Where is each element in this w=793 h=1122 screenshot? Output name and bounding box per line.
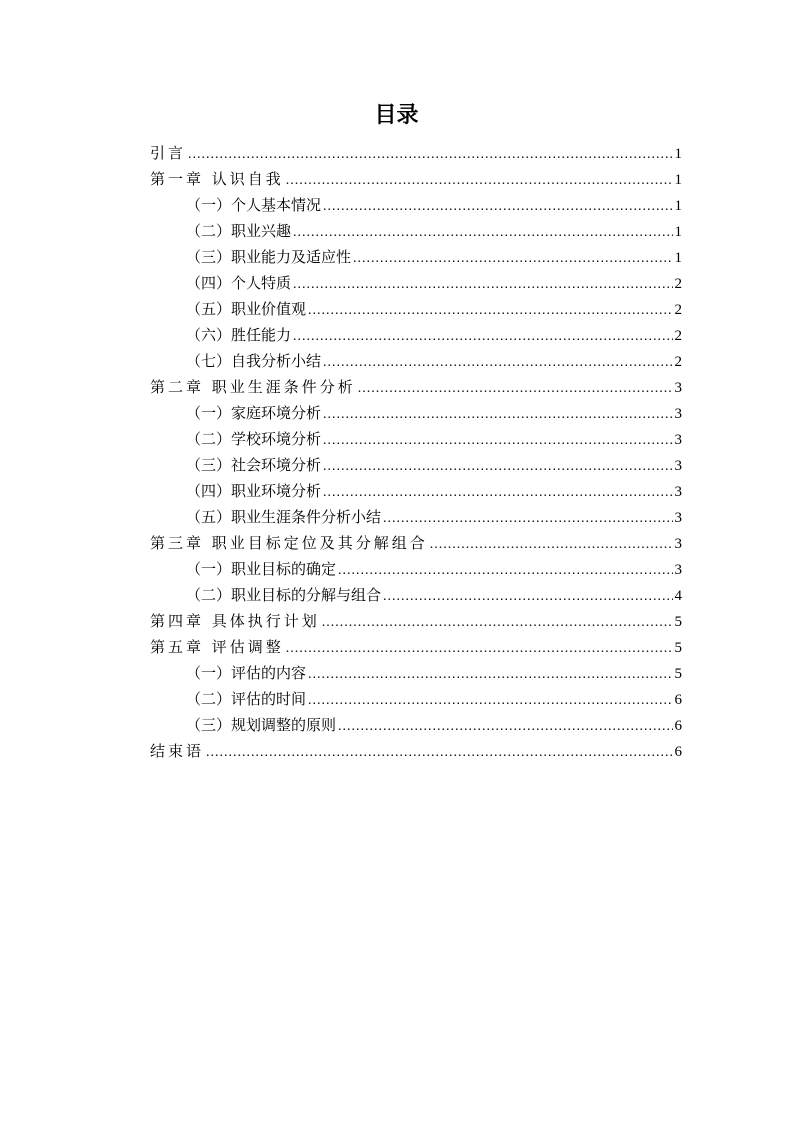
toc-entry-page: 2	[674, 328, 682, 344]
toc-entry-label: （四）个人特质	[186, 274, 292, 292]
dot-leader	[308, 298, 672, 324]
toc-entry-page: 3	[674, 380, 682, 396]
toc-entry-label: （四）职业环境分析	[186, 482, 322, 500]
toc-title: 目录	[374, 102, 419, 128]
toc-entry[interactable]	[150, 296, 682, 322]
toc-entry[interactable]	[150, 556, 682, 582]
toc-entry-label: （二）学校环境分析	[186, 430, 322, 448]
dot-leader	[430, 532, 673, 558]
toc-entry-page: 2	[674, 354, 682, 370]
toc-list	[150, 140, 682, 764]
dot-leader	[383, 584, 672, 610]
dot-leader	[323, 350, 672, 376]
toc-entry-label: （五）职业价值观	[186, 300, 307, 318]
toc-entry-page: 6	[674, 692, 682, 708]
toc-entry[interactable]	[150, 348, 682, 374]
toc-entry-page: 1	[674, 224, 682, 240]
toc-entry-page: 1	[674, 172, 682, 188]
dot-leader	[308, 662, 672, 688]
dot-leader	[323, 454, 672, 480]
dot-leader	[188, 142, 672, 168]
toc-entry[interactable]	[150, 530, 682, 556]
toc-entry-page: 5	[674, 614, 682, 630]
toc-entry-label: 第三章 职业目标定位及其分解组合	[150, 534, 428, 552]
toc-entry-label: 第二章 职业生涯条件分析	[150, 378, 356, 396]
toc-entry-label: （五）职业生涯条件分析小结	[186, 508, 382, 526]
toc-entry-page: 3	[674, 484, 682, 500]
toc-entry[interactable]	[150, 140, 682, 166]
dot-leader	[358, 376, 673, 402]
dot-leader	[322, 610, 673, 636]
toc-entry-label: 第四章 具体执行计划	[150, 612, 320, 630]
toc-entry-label: （一）职业目标的确定	[186, 560, 337, 578]
toc-entry[interactable]	[150, 166, 682, 192]
dot-leader	[286, 168, 673, 194]
toc-entry[interactable]	[150, 504, 682, 530]
toc-entry[interactable]	[150, 218, 682, 244]
toc-entry-page: 1	[674, 146, 682, 162]
dot-leader	[338, 714, 672, 740]
toc-entry-label: 第五章 评估调整	[150, 638, 284, 656]
toc-entry-page: 2	[674, 276, 682, 292]
toc-entry[interactable]	[150, 660, 682, 686]
toc-entry[interactable]	[150, 270, 682, 296]
toc-entry[interactable]	[150, 322, 682, 348]
toc-entry-page: 2	[674, 302, 682, 318]
toc-entry-page: 5	[674, 666, 682, 682]
toc-entry-page: 3	[674, 432, 682, 448]
toc-entry-page: 4	[674, 588, 682, 604]
toc-entry-page: 3	[674, 562, 682, 578]
toc-entry[interactable]	[150, 374, 682, 400]
toc-entry-label: 第一章 认识自我	[150, 170, 284, 188]
toc-entry-page: 3	[674, 510, 682, 526]
toc-entry[interactable]	[150, 712, 682, 738]
dot-leader	[206, 740, 672, 766]
toc-entry-label: （七）自我分析小结	[186, 352, 322, 370]
toc-entry-label: （一）家庭环境分析	[186, 404, 322, 422]
dot-leader	[323, 194, 672, 220]
toc-entry-page: 6	[674, 718, 682, 734]
dot-leader	[338, 558, 672, 584]
toc-entry[interactable]	[150, 452, 682, 478]
dot-leader	[353, 246, 672, 272]
toc-entry-page: 5	[674, 640, 682, 656]
toc-entry-label: （一）评估的内容	[186, 664, 307, 682]
toc-entry-label: 引言	[150, 144, 187, 162]
toc-entry-page: 3	[674, 458, 682, 474]
toc-entry-label: （一）个人基本情况	[186, 196, 322, 214]
toc-entry[interactable]	[150, 400, 682, 426]
toc-entry[interactable]	[150, 192, 682, 218]
toc-entry[interactable]	[150, 686, 682, 712]
dot-leader	[383, 506, 672, 532]
toc-entry[interactable]	[150, 738, 682, 764]
toc-entry[interactable]	[150, 478, 682, 504]
toc-entry[interactable]	[150, 244, 682, 270]
dot-leader	[323, 480, 672, 506]
toc-entry-label: （六）胜任能力	[186, 326, 292, 344]
dot-leader	[293, 220, 672, 246]
toc-entry-label: （三）社会环境分析	[186, 456, 322, 474]
dot-leader	[323, 402, 672, 428]
toc-entry-page: 1	[674, 198, 682, 214]
toc-entry-label: 结束语	[150, 742, 205, 760]
toc-entry-page: 1	[674, 250, 682, 266]
dot-leader	[323, 428, 672, 454]
dot-leader	[293, 324, 672, 350]
toc-entry-label: （三）职业能力及适应性	[186, 248, 352, 266]
toc-entry-label: （三）规划调整的原则	[186, 716, 337, 734]
toc-entry[interactable]	[150, 582, 682, 608]
toc-entry-page: 6	[674, 744, 682, 760]
toc-entry[interactable]	[150, 608, 682, 634]
toc-entry-page: 3	[674, 406, 682, 422]
toc-entry-label: （二）评估的时间	[186, 690, 307, 708]
toc-entry-page: 3	[674, 536, 682, 552]
toc-entry-label: （二）职业目标的分解与组合	[186, 586, 382, 604]
toc-entry[interactable]	[150, 634, 682, 660]
toc-entry-label: （二）职业兴趣	[186, 222, 292, 240]
toc-entry[interactable]	[150, 426, 682, 452]
dot-leader	[293, 272, 672, 298]
dot-leader	[286, 636, 673, 662]
dot-leader	[308, 688, 672, 714]
